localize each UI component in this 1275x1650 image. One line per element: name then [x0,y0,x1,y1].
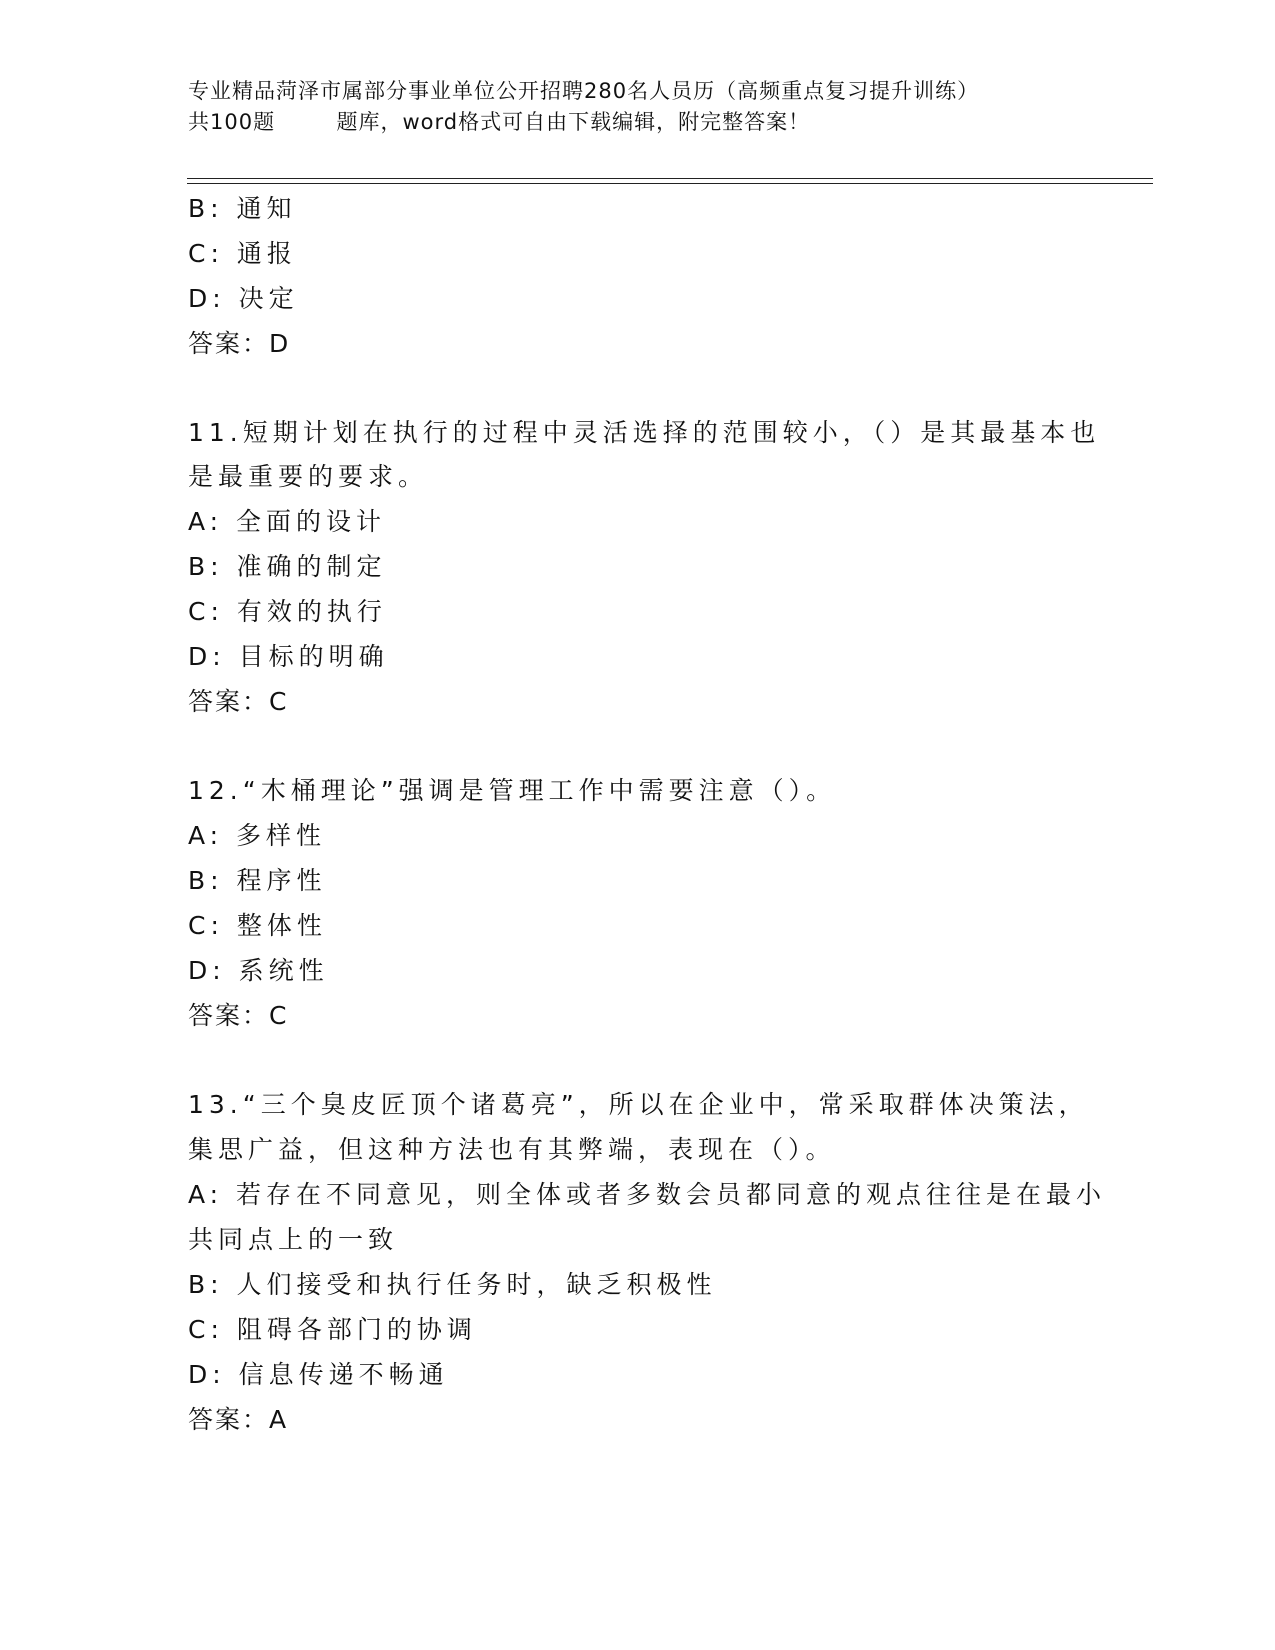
header-divider-bottom [187,183,1153,184]
q13-option-c: C: 阻碍各部门的协调 [188,1315,477,1344]
q11-stem-line-1: 11.短期计划在执行的过程中灵活选择的范围较小，（）是其最基本也 [188,418,1101,447]
q13-option-d: D: 信息传递不畅通 [188,1360,449,1389]
q13-answer: 答案：A [188,1405,289,1434]
q13-stem-line-2: 集思广益，但这种方法也有其弊端，表现在（）。 [188,1135,836,1164]
q11-answer: 答案：C [188,687,289,716]
q12-stem-line-1: 12.“木桶理论”强调是管理工作中需要注意（）。 [188,776,837,805]
q12-option-d: D: 系统性 [188,956,329,985]
q13-stem-line-1: 13.“三个臭皮匠顶个诸葛亮”，所以在企业中，常采取群体决策法， [188,1090,1089,1119]
q10-option-b: B: 通知 [188,194,297,223]
q13-option-a-line-1: A: 若存在不同意见，则全体或者多数会员都同意的观点往往是在最小 [188,1180,1107,1209]
header-title-line-1: 专业精品菏泽市属部分事业单位公开招聘280名人员历（高频重点复习提升训练） [188,79,980,103]
q11-option-a: A: 全面的设计 [188,507,387,536]
q13-option-a-line-2: 共同点上的一致 [188,1225,399,1254]
q12-option-c: C: 整体性 [188,911,327,940]
header-divider-top [187,178,1153,179]
q10-option-c: C: 通报 [188,239,297,268]
q11-option-b: B: 准确的制定 [188,552,387,581]
q11-option-d: D: 目标的明确 [188,642,389,671]
q12-option-a: A: 多样性 [188,821,327,850]
q10-option-d: D: 决定 [188,284,299,313]
q10-answer: 答案：D [188,329,291,358]
q12-answer: 答案：C [188,1001,289,1030]
q11-stem-line-2: 是最重要的要求。 [188,462,429,491]
header-title-line-2: 共100题 题库，word格式可自由下载编辑，附完整答案！ [188,110,811,134]
q11-option-c: C: 有效的执行 [188,597,387,626]
q12-option-b: B: 程序性 [188,866,327,895]
q13-option-b: B: 人们接受和执行任务时，缺乏积极性 [188,1270,717,1299]
